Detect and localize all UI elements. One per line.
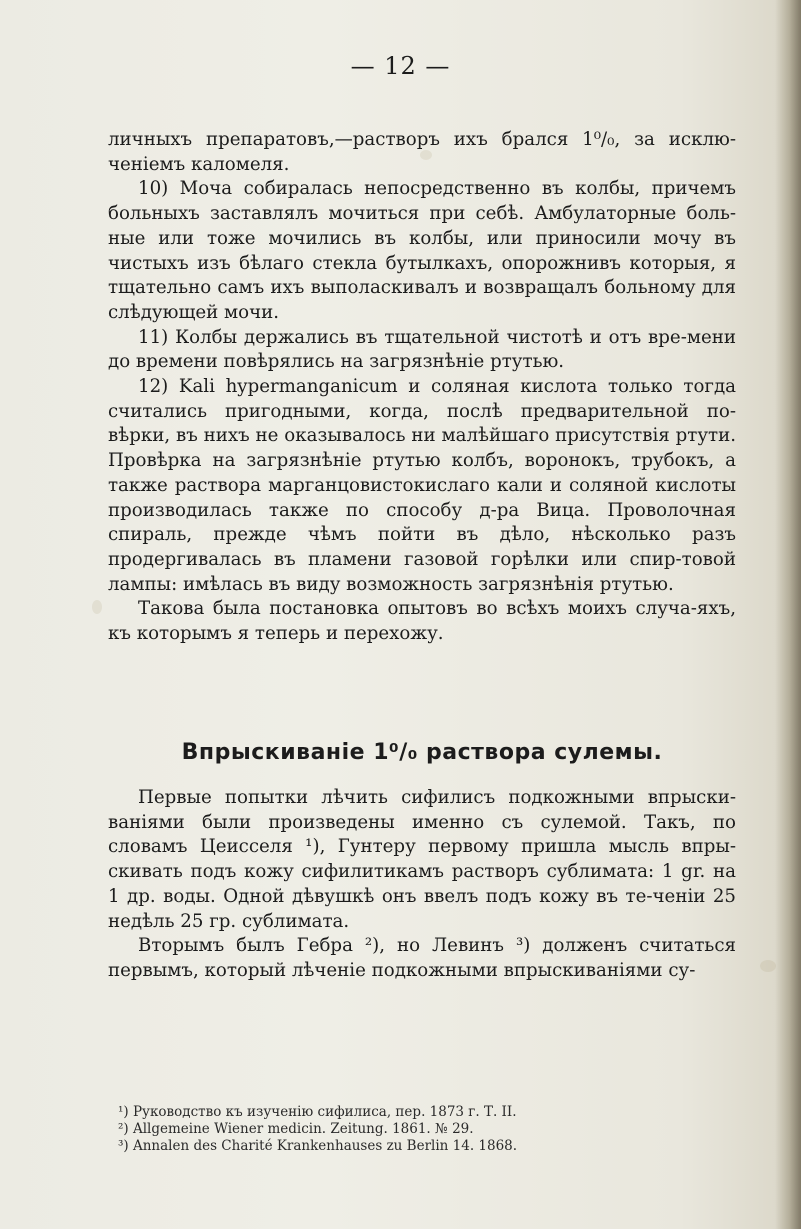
paper-stain (92, 600, 102, 614)
paragraph: Первые попытки лѣчить сифилисъ подкожными впрыски-ваніями были произведены именно съ сулемой. Такъ, по словамъ Цеисселя ¹), Гунтеру первому пришла мысль впры-скивать подъ кожу сифилитикамъ растворъ сублимата: 1 gr. на 1 др. воды. Одной дѣвушкѣ онъ ввелъ подъ кожу въ те-ченіи 25 недѣль 25 гр. сублимата. (108, 787, 736, 932)
footnote: ²) Allgemeine Wiener medicin. Zeitung. 1861. № 29. (118, 1121, 474, 1137)
paragraph: 10) Моча собиралась непосредственно въ колбы, причемъ больныхъ заставлялъ мочиться при себѣ. Амбулаторные боль-ные или тоже мочились въ колбы, или приносили мочу въ чистыхъ изъ бѣлаго стекла бутылкахъ, опорожнивъ которыя, я тщательно самъ ихъ выполаскивалъ и возвращалъ больному для слѣдующей мочи. (108, 178, 736, 323)
paper-stain (760, 960, 776, 972)
body-text-top (108, 128, 736, 647)
paragraph: личныхъ препаратовъ,—растворъ ихъ брался 1⁰/₀, за исклю-ченіемъ каломеля. (108, 129, 736, 175)
paragraph: Такова была постановка опытовъ во всѣхъ моихъ случа-яхъ, къ которымъ я теперь и перехожу. (108, 598, 736, 645)
footnotes (118, 1104, 728, 1155)
paragraph: 11) Колбы держались въ тщательной чистотѣ и отъ вре-мени до времени повѣрялись на загрязнѣніе ртутью. (108, 326, 736, 373)
page-number: — 12 — (350, 52, 451, 80)
body-text-bottom (108, 786, 736, 984)
paragraph: Вторымъ былъ Гебра ²), но Левинъ ³) долженъ считаться первымъ, который лѣченіе подкожными впрыскиваніями су- (108, 935, 736, 981)
paragraph: 12) Kali hypermanganicum и соляная кислота только тогда считались пригодными, когда, послѣ предварительной по-вѣрки, въ нихъ не оказывалось ни малѣйшаго присутствія ртути. Провѣрка на загрязнѣніе ртутью колбъ, воронокъ, трубокъ, а также раствора марганцовистокислаго кали и соляной кислоты производилась также по способу д-ра Вица. Проволочная спираль, прежде чѣмъ пойти въ дѣло, нѣсколько разъ продергивалась въ пламени газовой горѣлки или спир-товой лампы: имѣлась въ виду возможность загрязнѣнія ртутью. (108, 376, 736, 595)
footnote: ¹) Руководство къ изученію сифилиса, пер. 1873 г. Т. II. (118, 1104, 517, 1120)
footnote: ³) Annalen des Charité Krankenhauses zu Berlin 14. 1868. (118, 1138, 518, 1154)
section-heading: Впрыскиваніе 1⁰/₀ раствора сулемы. (181, 740, 663, 765)
binding-edge-shadow (775, 0, 801, 1229)
